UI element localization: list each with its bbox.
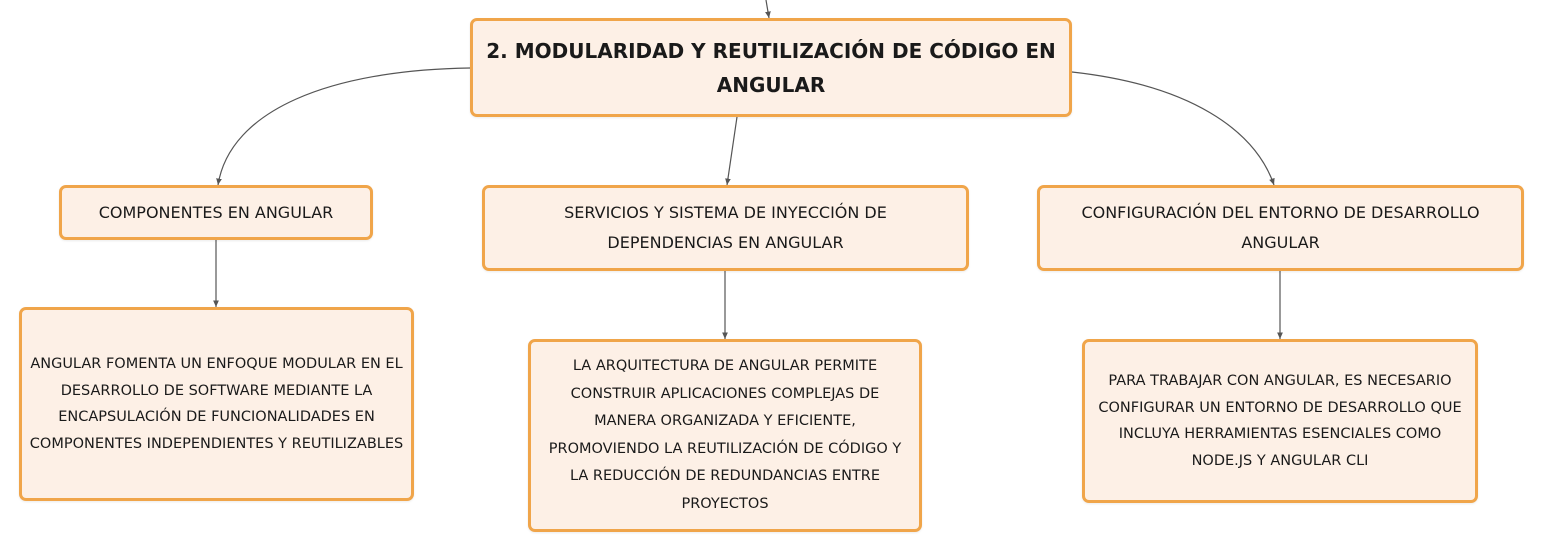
detail-node-configuracion[interactable]: [1082, 339, 1478, 503]
root-topic-label: 2. MODULARIDAD Y REUTILIZACIÓN DE CÓDIGO EN ANGULAR: [486, 38, 1056, 97]
connector-root-to-branch-1: [218, 68, 470, 185]
detail-text-componentes: ANGULAR FOMENTA UN ENFOQUE MODULAR EN EL DESARROLLO DE SOFTWARE MEDIANTE LA ENCAPSULACIÓN DE FUNCIONALIDADES EN COMPONENTES INDEPENDIENTES Y REUTILIZABLES: [29, 356, 404, 452]
detail-text-servicios: LA ARQUITECTURA DE ANGULAR PERMITE CONSTRUIR APLICACIONES COMPLEJAS DE MANERA ORGANIZADA Y EFICIENTE, PROMOVIENDO LA REUTILIZACIÓN DE CÓDIGO Y LA REDUCCIÓN DE REDUNDANCIAS ENTRE PROYECTOS: [548, 358, 902, 512]
root-topic-node[interactable]: [470, 18, 1072, 117]
branch-node-componentes[interactable]: [59, 185, 373, 240]
connector-root-to-branch-3: [1072, 72, 1274, 185]
detail-node-servicios[interactable]: [528, 339, 922, 532]
branch-node-configuracion[interactable]: [1037, 185, 1524, 271]
branch-label-componentes: COMPONENTES EN ANGULAR: [98, 202, 334, 222]
branch-label-configuracion: CONFIGURACIÓN DEL ENTORNO DE DESARROLLO ANGULAR: [1081, 203, 1480, 252]
detail-text-configuracion: PARA TRABAJAR CON ANGULAR, ES NECESARIO CONFIGURAR UN ENTORNO DE DESARROLLO QUE INCLUYA HERRAMIENTAS ESENCIALES COMO NODE.JS Y ANGULAR CLI: [1098, 373, 1462, 469]
connector-parent-to-root: [766, 0, 769, 18]
branch-label-servicios: SERVICIOS Y SISTEMA DE INYECCIÓN DE DEPENDENCIAS EN ANGULAR: [564, 203, 887, 252]
connector-root-to-branch-2: [727, 117, 737, 185]
detail-node-componentes[interactable]: [19, 307, 414, 501]
branch-node-servicios[interactable]: [482, 185, 969, 271]
